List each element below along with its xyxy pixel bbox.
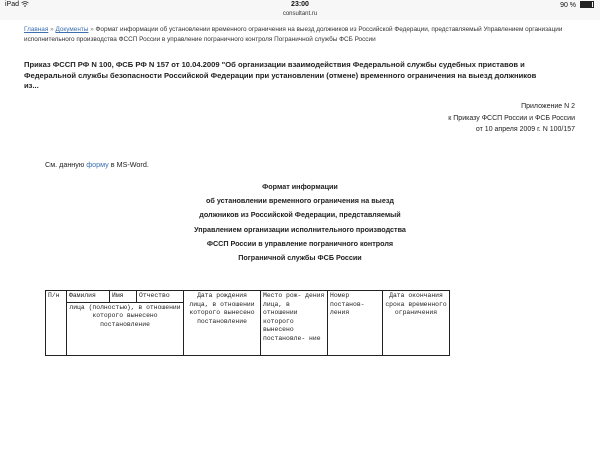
- msword-note: [45, 160, 149, 169]
- status-bar: [0, 0, 600, 11]
- breadcrumb-separator: »: [90, 26, 94, 33]
- breadcrumb-home-link[interactable]: Главная: [24, 26, 49, 33]
- status-right: [560, 1, 594, 9]
- breadcrumb-separator: »: [50, 26, 54, 33]
- msword-suffix: в MS-Word.: [110, 160, 149, 169]
- url-text[interactable]: consultant.ru: [282, 11, 318, 17]
- appendix-line: от 10 апреля 2009 г. N 100/157: [475, 126, 575, 133]
- battery-icon: [580, 1, 594, 8]
- appendix-line: Приложение N 2: [521, 103, 575, 110]
- breadcrumb-documents-link[interactable]: Документы: [55, 26, 89, 33]
- format-heading: [100, 180, 500, 265]
- format-heading-line: Пограничной службы ФСБ России: [238, 253, 362, 263]
- table-header-cell: Отчество: [137, 291, 184, 303]
- table-header-cell: П/н: [46, 291, 67, 356]
- format-heading-line: Формат информации: [262, 182, 338, 191]
- clock: 23:00: [291, 1, 309, 8]
- format-heading-line: должников из Российской Федерации, представляемый: [199, 210, 401, 220]
- table-header-cell: Место рож- дения лица, в отношении которого вынесено постановле- ние: [261, 291, 328, 356]
- table-header-cell: лица (полностью), в отношении которого вынесено постановление: [67, 302, 184, 355]
- address-bar[interactable]: [0, 11, 600, 20]
- table-header-cell: Фамилия: [67, 291, 110, 303]
- table-header-cell: Имя: [110, 291, 137, 303]
- msword-form-link[interactable]: форму: [86, 160, 109, 169]
- document-title: Приказ ФССП РФ N 100, ФСБ РФ N 157 от 10.04.2009 "Об организации взаимодействия Федеральной службы судебных приставов и Федеральной службы безопасности Российской Федерации при установлении (отмене) временного ограничения на выезд должников из...: [24, 60, 537, 90]
- battery-percent: 90 %: [560, 2, 577, 9]
- format-heading-line: Управлением организации исполнительного производства: [194, 224, 406, 234]
- device-label: iPad: [5, 1, 20, 8]
- breadcrumb: [24, 25, 584, 45]
- table-row: [46, 291, 450, 303]
- msword-prefix: См. данную: [45, 160, 85, 169]
- format-heading-line: ФССП России в управление пограничного контроля: [206, 238, 394, 248]
- format-table: [45, 290, 450, 356]
- battery-fill: [581, 2, 592, 7]
- format-heading-line: об установлении временного ограничения на выезд: [206, 196, 394, 206]
- table-header-cell: Дата окончания срока временного ограничения: [383, 291, 450, 356]
- table-header-cell: Номер постанов- ления: [328, 291, 383, 356]
- appendix-block: [275, 101, 575, 136]
- appendix-line: к Приказу ФССП России и ФСБ России: [448, 114, 575, 122]
- breadcrumb-current: Формат информации об установлении временного ограничения на выезд должников из Российской Федерации, представляемый Управлением организации исполнительного производства ФССП России в управление пограничного контроля Пограничной службы ФСБ России: [24, 26, 563, 43]
- table-header-cell: Дата рождения лица, в отношении которого вынесено постановление: [184, 291, 261, 356]
